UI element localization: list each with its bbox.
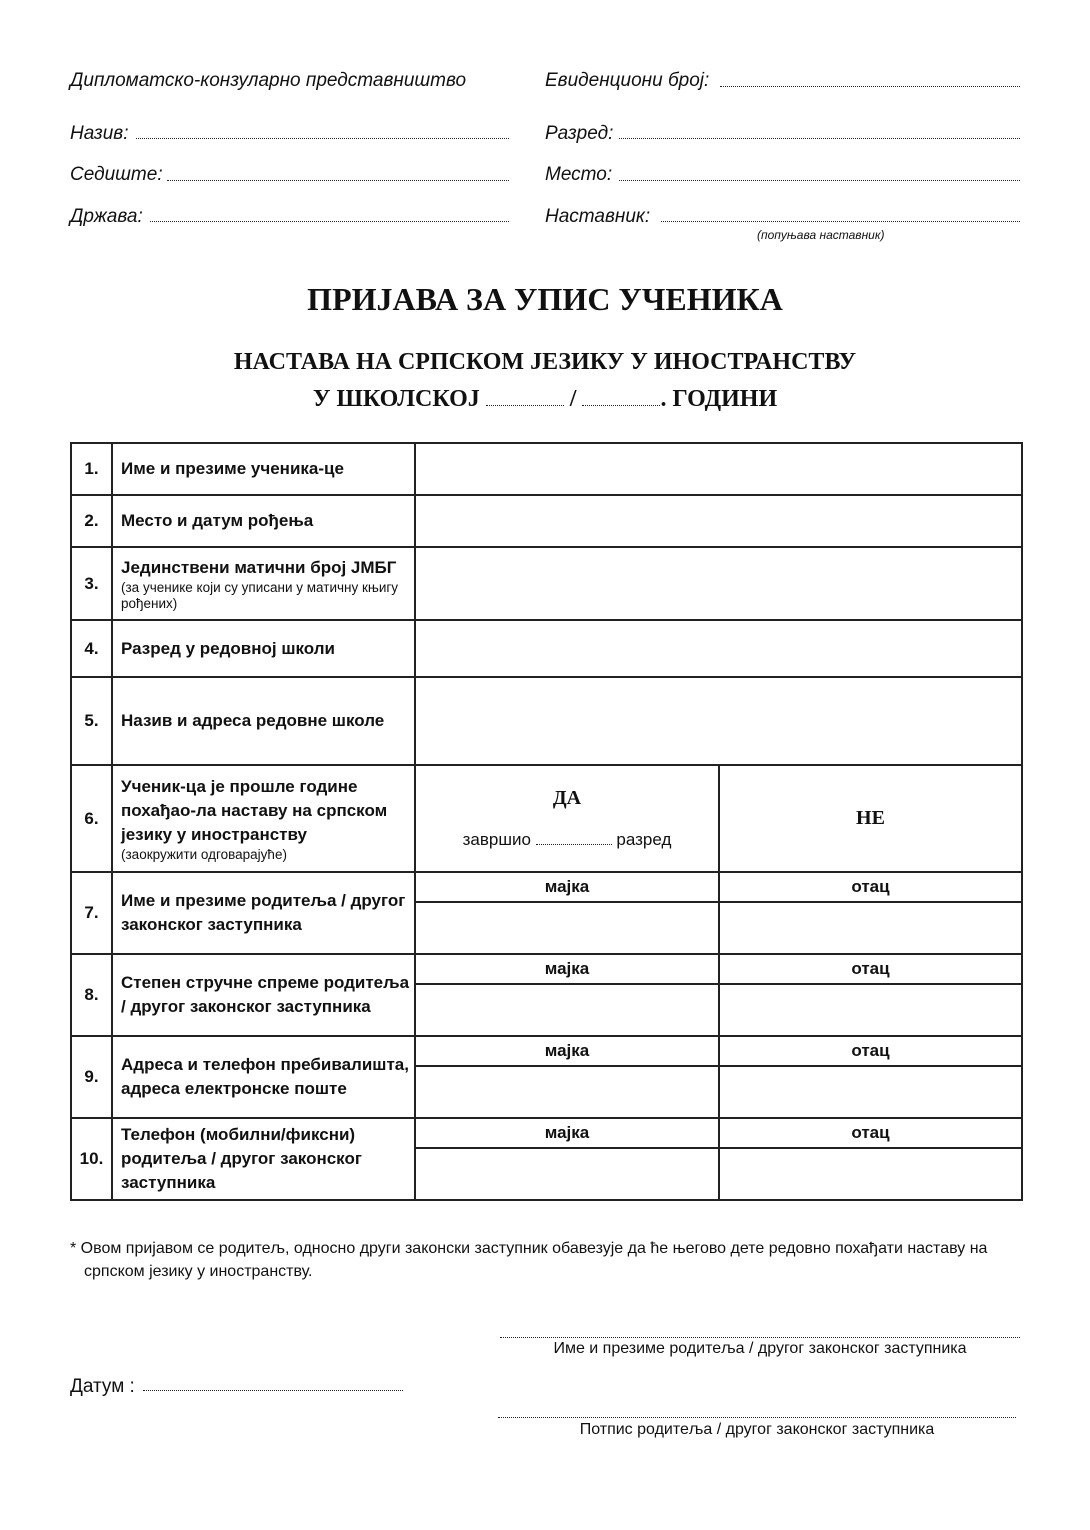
mother-header: мајка xyxy=(415,954,719,984)
student-name-cell[interactable] xyxy=(415,443,1022,495)
country-label: Држава: xyxy=(70,206,143,227)
row-label: Назив и адреса редовне школе xyxy=(112,677,415,765)
row-number: 4. xyxy=(71,620,112,677)
reg-number-label: Евиденциони број: xyxy=(545,70,710,91)
teacher-note: (попуњава наставник) xyxy=(757,228,885,242)
reg-number-field[interactable] xyxy=(720,86,1020,87)
grade-label: Разред: xyxy=(545,123,614,144)
father-header: отац xyxy=(719,1036,1022,1066)
parent-name-caption: Име и презиме родитеља / другог законског заступника xyxy=(553,1340,967,1357)
school-grade-cell[interactable] xyxy=(415,620,1022,677)
no-option[interactable]: НЕ xyxy=(719,765,1022,872)
row-label: Место и датум рођења xyxy=(112,495,415,547)
school-name-address-cell[interactable] xyxy=(415,677,1022,765)
father-phone-cell[interactable] xyxy=(719,1148,1022,1200)
row-label: Телефон (мобилни/фиксни) родитеља / другог законског заступника xyxy=(112,1118,415,1200)
footnote: * Овом пријавом се родитељ, односно други законски заступник обавезује да ће његово дете редовно похађати наставу на српском језику у иностранству. xyxy=(70,1240,988,1280)
mother-header: мајка xyxy=(415,1036,719,1066)
country-field[interactable] xyxy=(150,221,509,222)
mother-phone-cell[interactable] xyxy=(415,1148,719,1200)
seat-label: Седиште: xyxy=(70,164,163,185)
row-label: Разред у редовној школи xyxy=(112,620,415,677)
row-number: 10. xyxy=(71,1118,112,1200)
mother-education-cell[interactable] xyxy=(415,984,719,1036)
row-number: 6. xyxy=(71,765,112,872)
finished-grade-line: завршио разред xyxy=(462,830,672,849)
row-label: Име и презиме ученика-це xyxy=(112,443,415,495)
row-number: 5. xyxy=(71,677,112,765)
row-label: Име и презиме родитеља / другог законског заступника xyxy=(112,872,415,954)
table-row xyxy=(71,620,1022,677)
place-field[interactable] xyxy=(619,180,1020,181)
finished-grade-field[interactable] xyxy=(536,832,612,845)
seat-field[interactable] xyxy=(167,180,509,181)
subtitle-line1: НАСТАВА НА СРПСКОМ ЈЕЗИКУ У ИНОСТРАНСТВУ xyxy=(233,349,857,375)
year-start-field[interactable] xyxy=(486,387,564,406)
row-label: Ученик-ца је прошле године похађао-ла наставу на српском језику у иностранству (заокружити одговарајуће) xyxy=(112,765,415,872)
jmbg-cell[interactable] xyxy=(415,547,1022,620)
row-number: 1. xyxy=(71,443,112,495)
row-number: 7. xyxy=(71,872,112,954)
yes-option[interactable]: ДА xyxy=(552,787,582,809)
father-education-cell[interactable] xyxy=(719,984,1022,1036)
mission-label: Дипломатско-конзуларно представништво xyxy=(70,70,467,91)
mother-header: мајка xyxy=(415,1118,719,1148)
table-row xyxy=(71,547,1022,620)
teacher-field[interactable] xyxy=(661,221,1020,222)
page-title: ПРИЈАВА ЗА УПИС УЧЕНИКА xyxy=(307,281,783,317)
mother-name-cell[interactable] xyxy=(415,902,719,954)
subtitle-line2: У ШКОЛСКОЈ / . ГОДИНИ xyxy=(312,386,778,412)
row-number: 3. xyxy=(71,547,112,620)
father-address-cell[interactable] xyxy=(719,1066,1022,1118)
birth-place-date-cell[interactable] xyxy=(415,495,1022,547)
name-field[interactable] xyxy=(136,138,509,139)
parent-name-field[interactable] xyxy=(500,1337,1020,1338)
enrollment-table xyxy=(70,442,1023,1201)
row-sublabel: (заокружити одговарајуће) xyxy=(121,846,287,862)
table-row xyxy=(71,495,1022,547)
year-end-field[interactable] xyxy=(582,387,660,406)
mother-header: мајка xyxy=(415,872,719,902)
row-number: 8. xyxy=(71,954,112,1036)
row-label: Јединствени матични број ЈМБГ (за ученике који су уписани у матичну књигу рођених) xyxy=(112,547,415,620)
teacher-label: Наставник: xyxy=(545,206,651,227)
father-header: отац xyxy=(719,1118,1022,1148)
mother-address-cell[interactable] xyxy=(415,1066,719,1118)
father-name-cell[interactable] xyxy=(719,902,1022,954)
grade-field[interactable] xyxy=(619,138,1020,139)
date-label: Датум : xyxy=(70,1376,135,1397)
row-label: Адреса и телефон пребивалишта, адреса електронске поште xyxy=(112,1036,415,1118)
table-row xyxy=(71,1036,1022,1066)
table-row xyxy=(71,872,1022,902)
table-row xyxy=(71,954,1022,984)
table-row xyxy=(71,1118,1022,1148)
row-sublabel: (за ученике који су уписани у матичну књигу рођених) xyxy=(121,579,399,611)
place-label: Место: xyxy=(545,164,613,185)
date-field[interactable] xyxy=(143,1390,403,1391)
father-header: отац xyxy=(719,872,1022,902)
table-row xyxy=(71,443,1022,495)
name-label: Назив: xyxy=(70,123,129,144)
row-number: 2. xyxy=(71,495,112,547)
yes-option-cell[interactable] xyxy=(415,765,719,872)
table-row xyxy=(71,765,1022,872)
signature-caption: Потпис родитеља / другог законског заступника xyxy=(579,1421,935,1438)
row-label: Степен стручне спреме родитеља / другог законског заступника xyxy=(112,954,415,1036)
table-row xyxy=(71,677,1022,765)
father-header: отац xyxy=(719,954,1022,984)
signature-field[interactable] xyxy=(498,1417,1016,1418)
row-number: 9. xyxy=(71,1036,112,1118)
